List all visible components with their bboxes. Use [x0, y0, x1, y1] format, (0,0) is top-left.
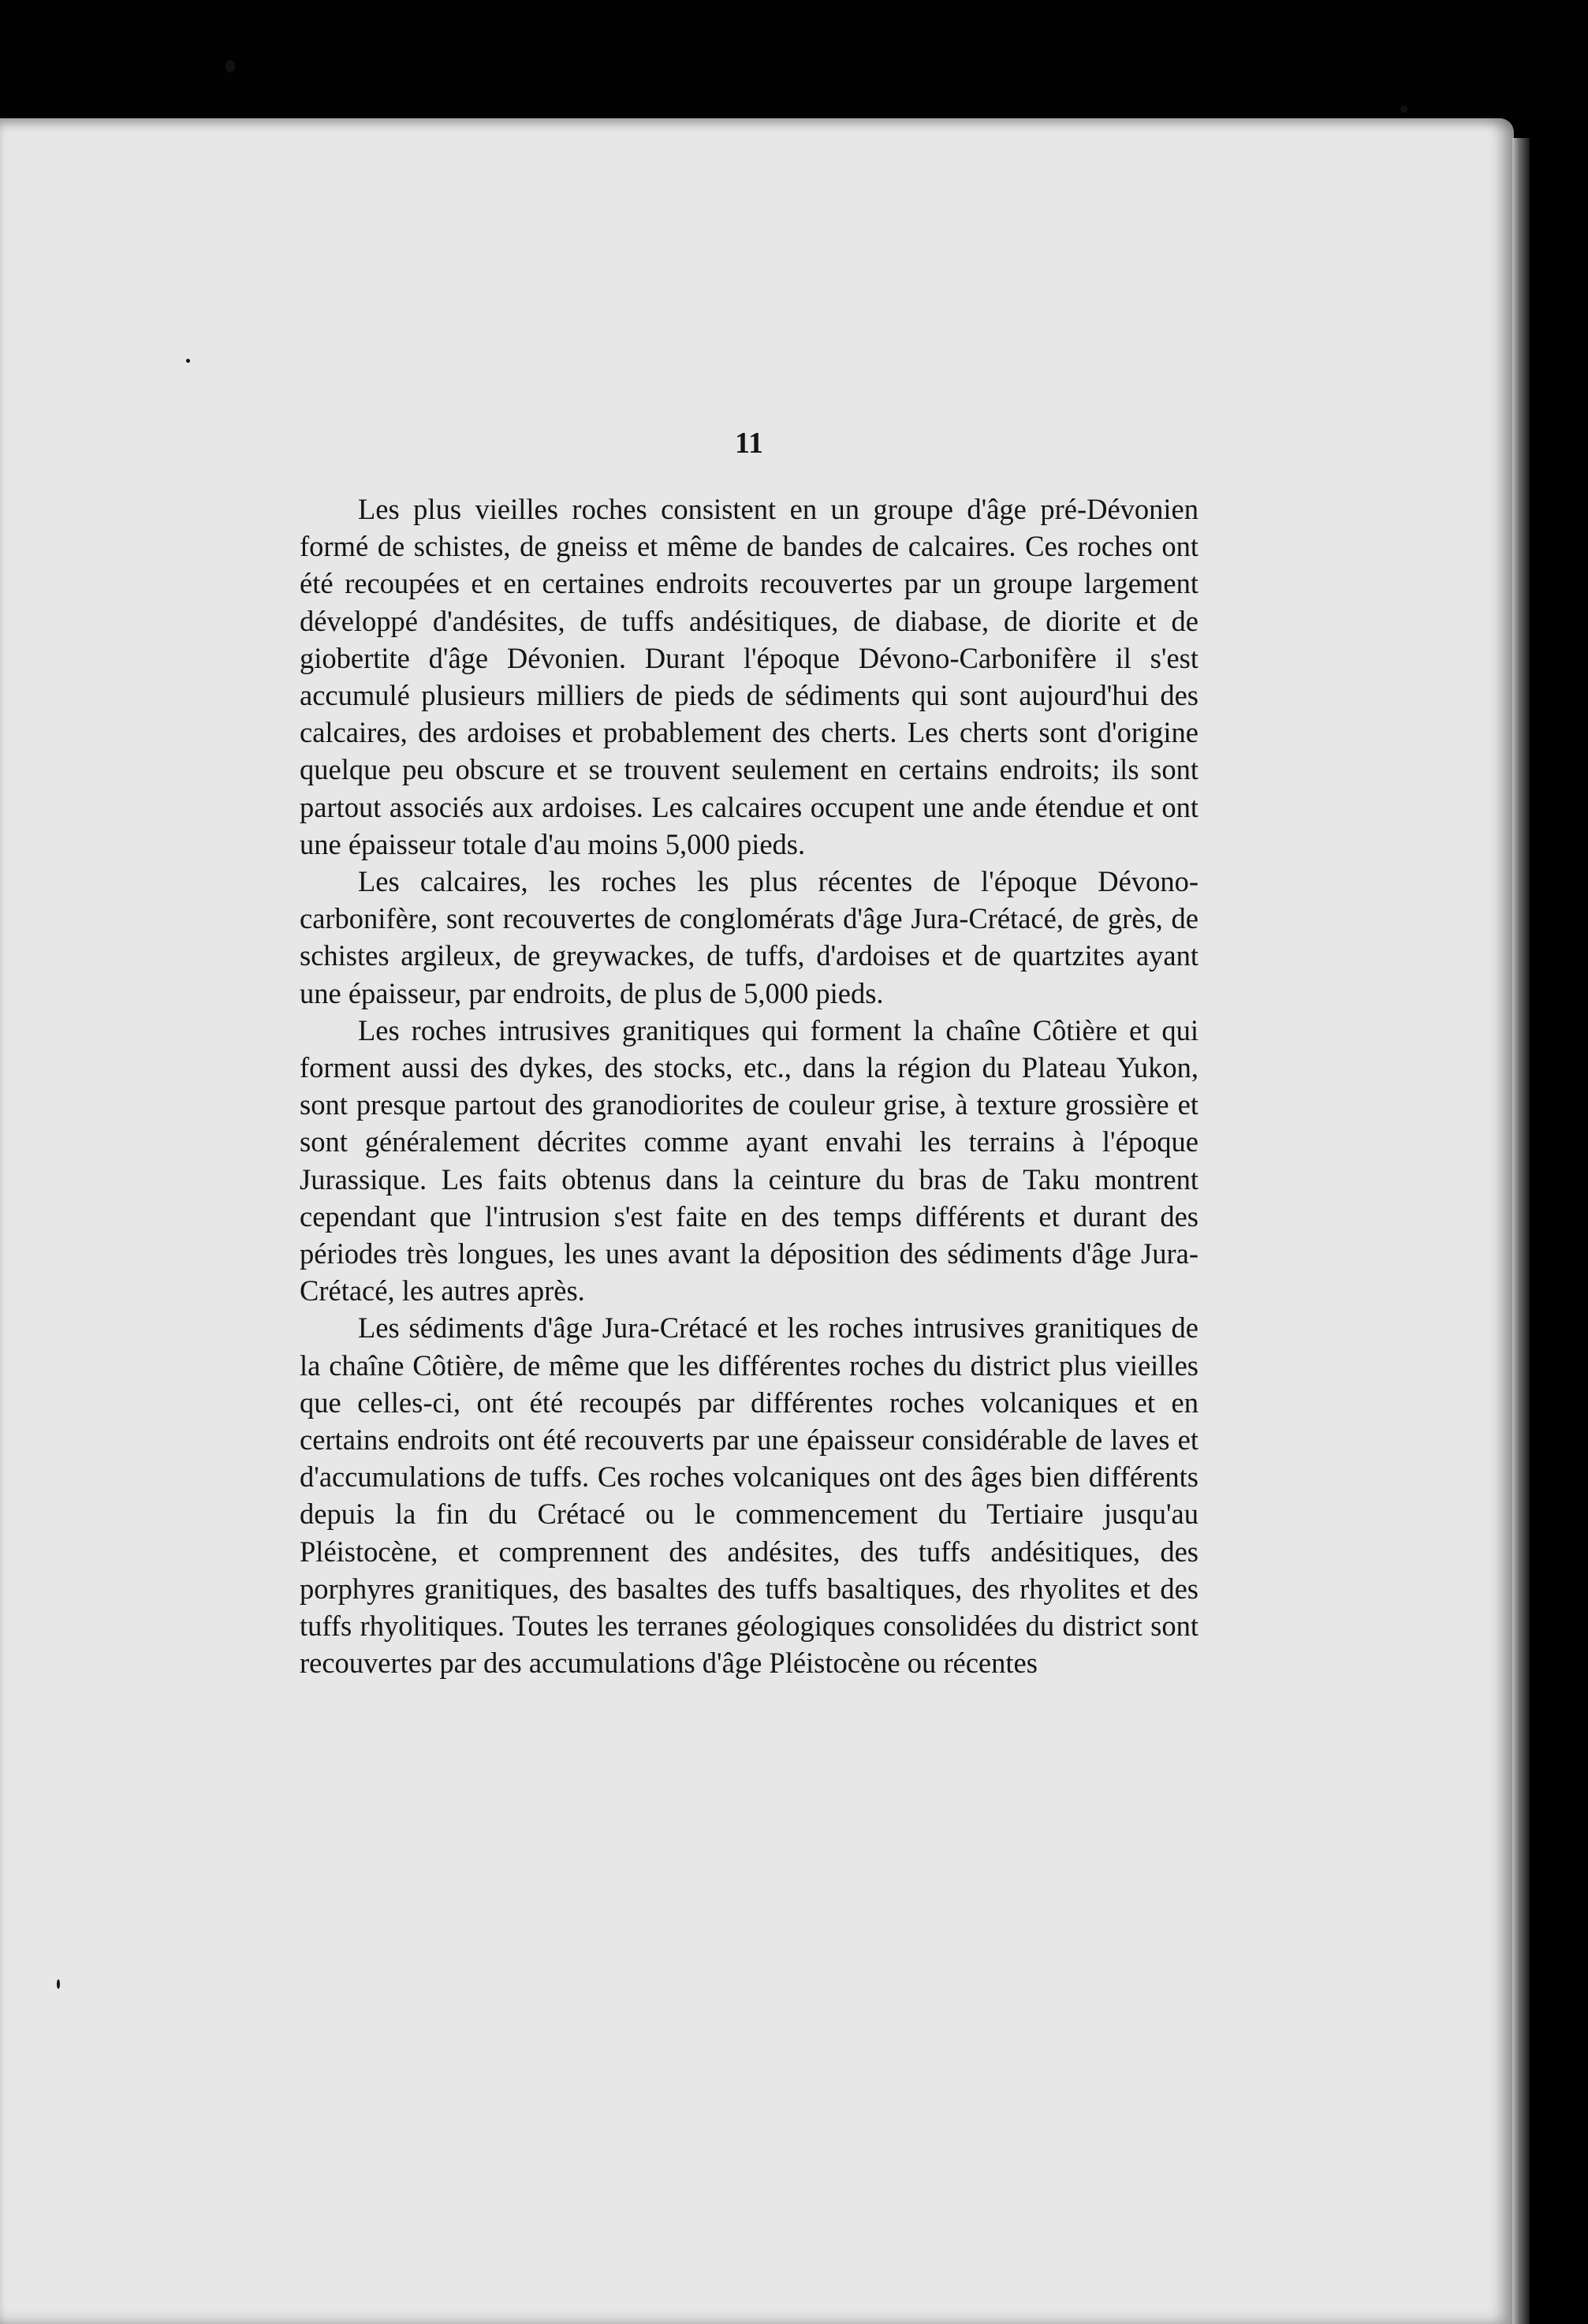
- page-number: 11: [735, 427, 763, 460]
- paragraph-1: Les plus vieilles roches consistent en un groupe d'âge pré-Dévonien formé de schistes, de gneiss et même de bandes de calcaires. Ces roches ont été recoupées et en certaines endroits recouvertes par un groupe largement développé d'andésites, de tuffs andésitiques, de diabase, de diorite et de giobertite d'âge Dévonien. Durant l'époque Dévono-Carbonifère il s'est accumulé plusieurs milliers de pieds de sédiments qui sont aujourd'hui des calcaires, des ardoises et probablement des cherts. Les cherts sont d'origine quelque peu obscure et se trouvent seulement en certains endroits; ils sont partout associés aux ardoises. Les calcaires occupent une ande étendue et ont une épaisseur totale d'au moins 5,000 pieds.: [300, 493, 1198, 860]
- paragraph-3: Les roches intrusives granitiques qui forment la chaîne Côtière et qui forment aussi des dykes, des stocks, etc., dans la région du Plateau Yukon, sont presque partout des granodiorites de couleur grise, à texture grossière et sont généralement décrites comme ayant envahi les terrains à l'époque Jurassique. Les faits obtenus dans la ceinture du bras de Taku montrent cependant que l'intrusion s'est faite en des temps différents et durant des périodes très longues, les unes avant la déposition des sédiments d'âge Jura-Crétacé, les autres après.: [300, 1013, 1198, 1307]
- dust-speck: [1400, 106, 1407, 113]
- paragraph-2: Les calcaires, les roches les plus récentes de l'époque Dévono-carbonifère, sont recouvertes de conglomérats d'âge Jura-Crétacé, de grès, de schistes argileux, de greywackes, de tuffs, d'ardoises et de quartzites ayant une épaisseur, par endroits, de plus de 5,000 pieds.: [300, 865, 1198, 1009]
- dust-speck: [226, 60, 235, 73]
- dust-speck: [57, 1979, 60, 1989]
- scan-background: [0, 0, 1588, 118]
- dust-speck: [186, 359, 190, 363]
- paragraph-4: Les sédiments d'âge Jura-Crétacé et les roches intrusives granitiques de la chaîne Côtière, de même que les différentes roches du district plus vieilles que celles-ci, ont été recoupés par différentes roches volcaniques et en certains endroits ont été recouverts par une épaisseur considérable de laves et d'accumulations de tuffs. Ces roches volcaniques ont des âges bien différents depuis la fin du Crétacé ou le commencement du Tertiaire jusqu'au Pléistocène, et comprennent des andésites, des tuffs andésitiques, des porphyres granitiques, des basaltes des tuffs basaltiques, des rhyolites et des tuffs rhyolitiques. Toutes les terranes géologiques consolidées du district sont recouvertes par des accumulations d'âge Pléistocène ou récentes: [300, 1311, 1198, 1680]
- page-edge-shadow: [1512, 138, 1530, 2324]
- body-text: [300, 491, 1198, 1682]
